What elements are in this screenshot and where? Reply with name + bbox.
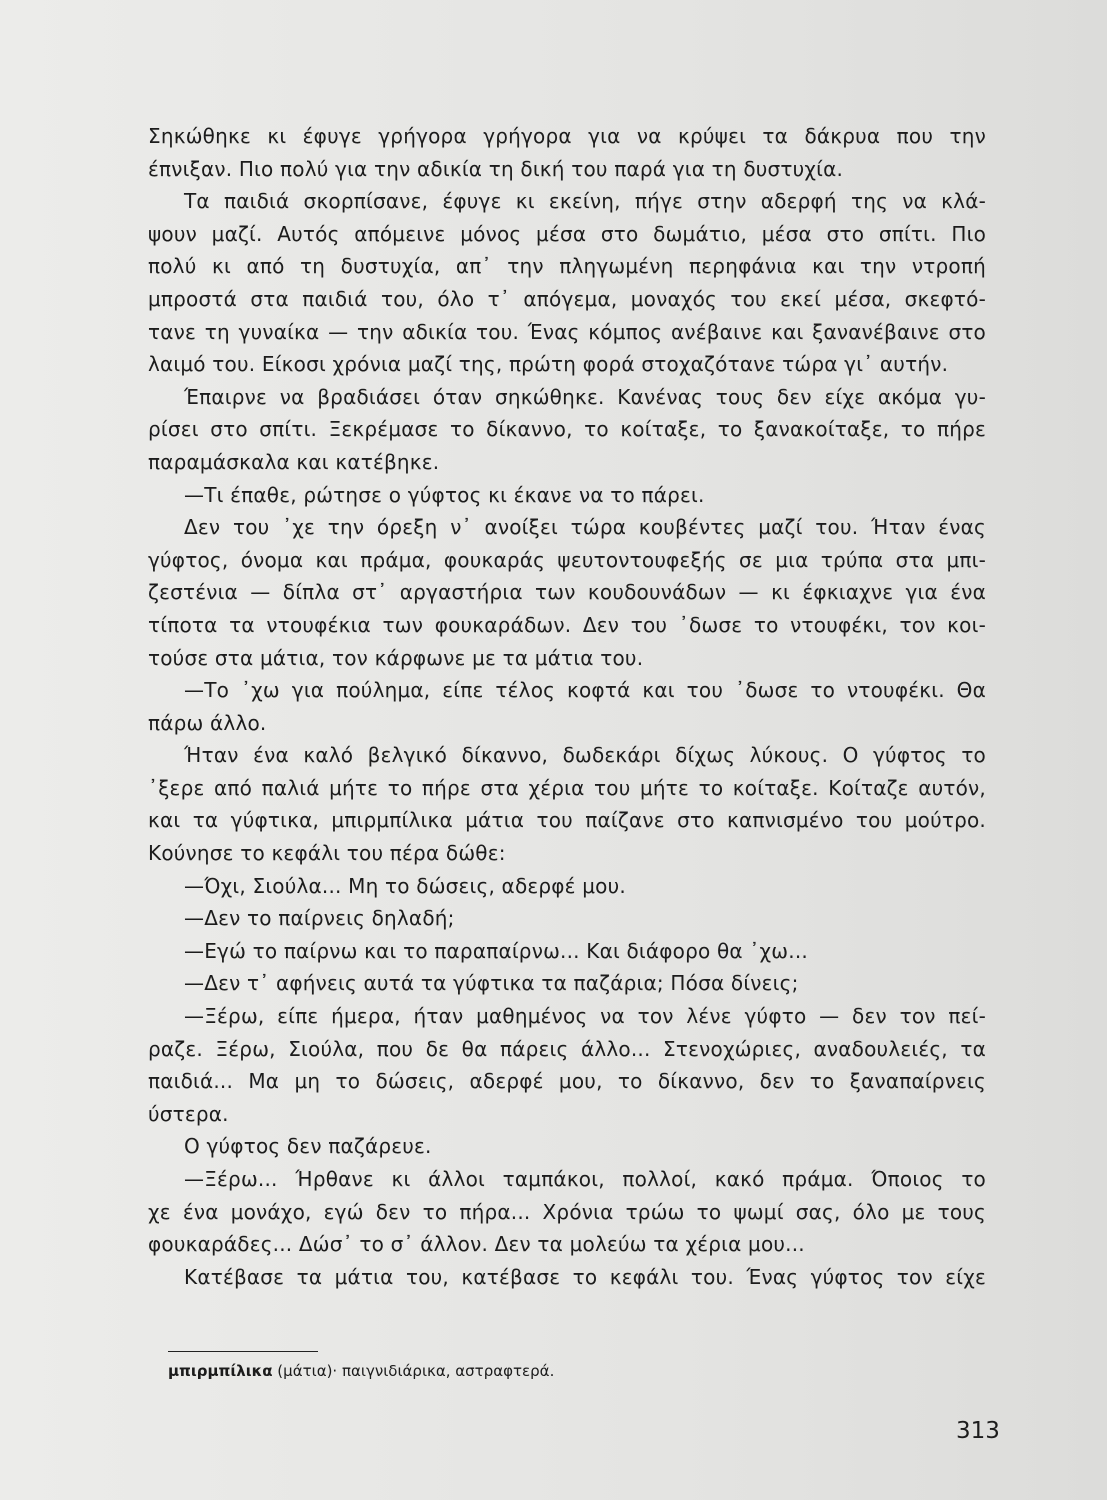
text-line: —Όχι, Σιούλα... Μη το δώσεις, αδερφέ μου. <box>184 873 626 898</box>
text-line: —Τι έπαθε, ρώτησε ο γύφτος κι έκανε να το πάρει. <box>184 482 705 507</box>
text-line: —Δεν τ᾽ αφήνεις αυτά τα γύφτικα τα παζάρια; Πόσα δίνεις; <box>184 971 799 996</box>
text-line: —Ξέρω... Ήρθανε κι άλλοι ταμπάκοι, πολλοί, κακό πράμα. Όποιος το <box>184 1167 986 1191</box>
text-line: παραμάσκαλα και κατέβηκε. <box>148 449 440 474</box>
text-line: Δεν του ᾽χε την όρεξη ν᾽ ανοίξει τώρα κουβέντες μαζί του. Ήταν ένας <box>184 515 986 540</box>
text-line: και τα γύφτικα, μπιρμπίλικα μάτια του παίζανε στο καπνισμένο του μούτρο. <box>148 808 986 833</box>
page-number: 313 <box>956 1418 1000 1444</box>
text-line: Έπαιρνε να βραδιάσει όταν σηκώθηκε. Κανένας τους δεν είχε ακόμα γυ- <box>184 384 986 409</box>
text-line: μπροστά στα παιδιά του, όλο τ᾽ απόγεμα, μοναχός του εκεί μέσα, σκεφτό- <box>148 286 986 311</box>
footnote-term: μπιρμπίλικα <box>168 1362 273 1380</box>
text-line: Ο γύφτος δεν παζάρευε. <box>184 1134 432 1159</box>
text-line: τανε τη γυναίκα — την αδικία του. Ένας κόμπος ανέβαινε και ξανανέβαινε στο <box>148 319 986 344</box>
text-line: —Ξέρω, είπε ήμερα, ήταν μαθημένος να τον λένε γύφτο — δεν τον πεί- <box>184 1004 986 1029</box>
text-line: παιδιά... Μα μη το δώσεις, αδερφέ μου, το δίκαννο, δεν το ξαναπαίρνεις <box>148 1069 986 1094</box>
text-line: φουκαράδες... Δώσ᾽ το σ᾽ άλλον. Δεν τα μολεύω τα χέρια μου... <box>148 1232 805 1257</box>
text-line: —Το ᾽χω για πούλημα, είπε τέλος κοφτά και του ᾽δωσε το ντουφέκι. Θα <box>184 678 986 703</box>
text-line: Κούνησε το κεφάλι του πέρα δώθε: <box>148 841 506 866</box>
text-line: ραζε. Ξέρω, Σιούλα, που δε θα πάρεις άλλο... Στενοχώριες, αναδουλειές, τα <box>148 1036 986 1061</box>
text-line: Σηκώθηκε κι έφυγε γρήγορα γρήγορα για να κρύψει τα δάκρυα που την <box>148 124 986 148</box>
text-line: ζεστένια — δίπλα στ᾽ αργαστήρια των κουδουνάδων — κι έφκιαχνε για ένα <box>148 580 986 605</box>
footnote <box>168 1362 554 1380</box>
text-line: πολύ κι από τη δυστυχία, απ᾽ την πληγωμένη περηφάνια και την ντροπή <box>148 254 986 279</box>
text-line: ψουν μαζί. Αυτός απόμεινε μόνος μέσα στο δωμάτιο, μέσα στο σπίτι. Πιο <box>148 221 986 246</box>
text-line: ύστερα. <box>148 1101 229 1126</box>
footnote-definition: (μάτια)· παιγνιδιάρικα, αστραφτερά. <box>272 1362 555 1380</box>
body-text <box>148 120 986 1293</box>
text-line: Κατέβασε τα μάτια του, κατέβασε το κεφάλι του. Ένας γύφτος τον είχε <box>184 1264 986 1289</box>
text-line: γύφτος, όνομα και πράμα, φουκαράς ψευτοντουφεξής σε μια τρύπα στα μπι- <box>148 547 986 572</box>
text-line: Τα παιδιά σκορπίσανε, έφυγε κι εκείνη, πήγε στην αδερφή της να κλά- <box>184 189 986 214</box>
text-line: χε ένα μονάχο, εγώ δεν το πήρα... Χρόνια τρώω το ψωμί σας, όλο με τους <box>148 1199 986 1224</box>
text-line: ᾽ξερε από παλιά μήτε το πήρε στα χέρια του μήτε το κοίταξε. Κοίταζε αυτόν, <box>148 775 986 800</box>
text-line: έπνιξαν. Πιο πολύ για την αδικία τη δική του παρά για τη δυστυχία. <box>148 156 844 181</box>
text-line: —Εγώ το παίρνω και το παραπαίρνω... Και διάφορο θα ᾽χω... <box>184 938 808 963</box>
text-line: τούσε στα μάτια, τον κάρφωνε με τα μάτια του. <box>148 645 644 670</box>
text-line: τίποτα τα ντουφέκια των φουκαράδων. Δεν του ᾽δωσε το ντουφέκι, τον κοι- <box>148 612 986 637</box>
text-line: —Δεν το παίρνεις δηλαδή; <box>184 906 455 931</box>
text-line: λαιμό του. Είκοσι χρόνια μαζί της, πρώτη φορά στοχαζότανε τώρα γι᾽ αυτήν. <box>148 352 949 377</box>
text-line: Ήταν ένα καλό βελγικό δίκαννο, δωδεκάρι δίχως λύκους. Ο γύφτος το <box>184 743 986 768</box>
text-line: πάρω άλλο. <box>148 710 267 735</box>
footnote-rule <box>168 1351 318 1352</box>
text-line: ρίσει στο σπίτι. Ξεκρέμασε το δίκαννο, το κοίταξε, το ξανακοίταξε, το πήρε <box>148 417 986 442</box>
